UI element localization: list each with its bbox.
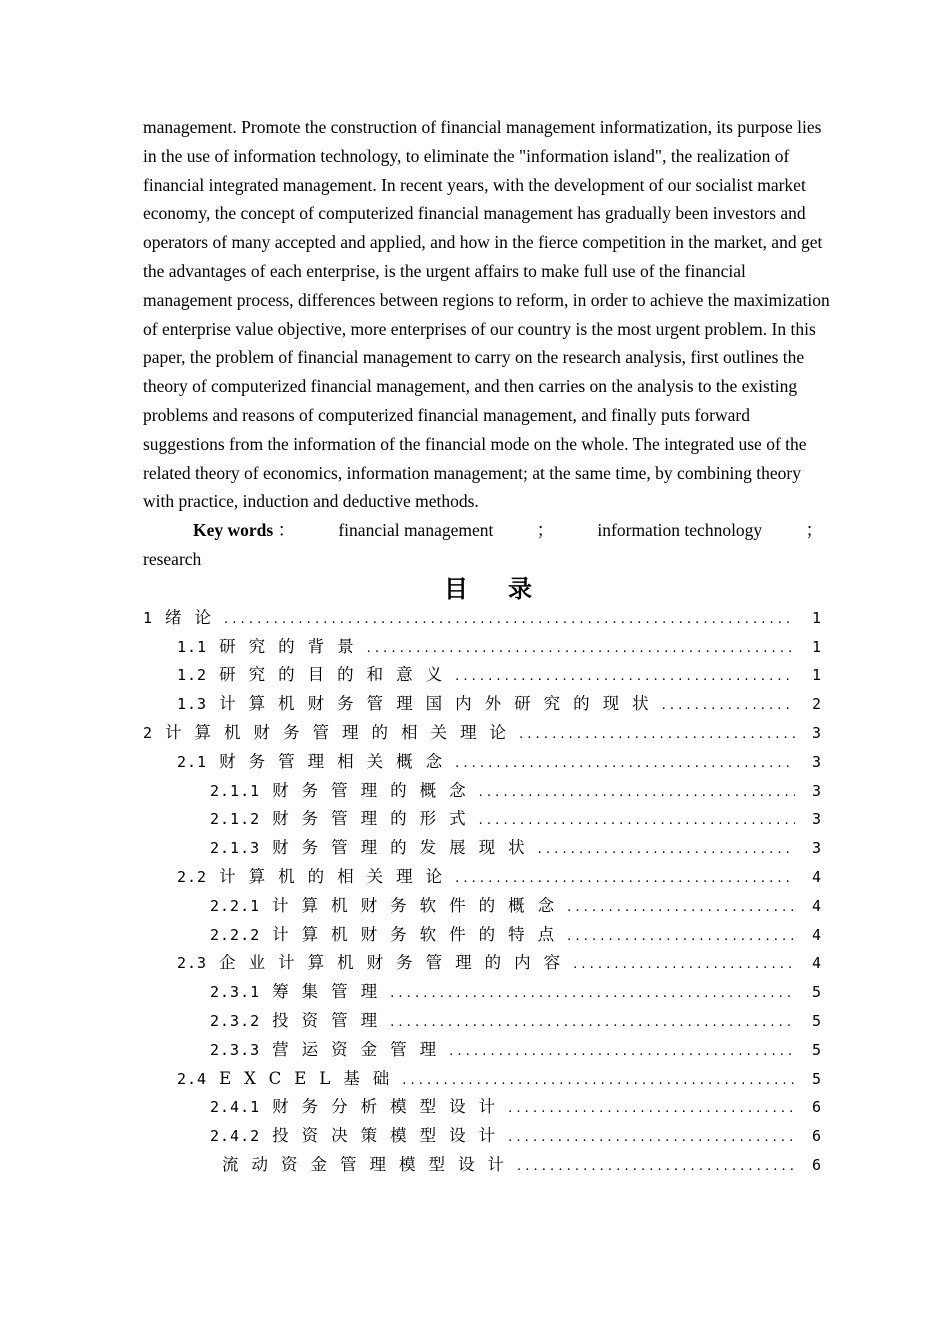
toc-entry-title: 财务管理的发展现状 xyxy=(272,838,538,858)
toc-entry-page: 4 xyxy=(811,925,821,944)
toc-leader-dots xyxy=(402,1067,795,1096)
toc-entry-number: 2.2.1 xyxy=(210,896,261,915)
toc-entry-page: 4 xyxy=(811,867,821,886)
toc-entry-page: 6 xyxy=(811,1098,821,1117)
toc-entry-number: 2.1.1 xyxy=(210,781,261,800)
keyword-2: information technology xyxy=(597,520,763,541)
toc-entry-number: 1.2 xyxy=(177,666,208,685)
toc-entry-number: 2.2.2 xyxy=(210,925,261,944)
toc-leader-dots xyxy=(567,894,795,923)
keywords-block xyxy=(143,516,833,574)
toc-leader-dots xyxy=(479,807,795,836)
toc-entry-title: 投资管理 xyxy=(272,1010,391,1030)
toc-entry-number: 2.1.3 xyxy=(210,839,261,858)
keyword-3: research xyxy=(143,548,202,569)
toc-entry[interactable] xyxy=(143,949,823,978)
toc-entry[interactable] xyxy=(143,690,823,719)
toc-entry-page: 4 xyxy=(811,896,821,915)
toc-entry-title: 计算机财务管理国内外研究的现状 xyxy=(219,694,662,714)
table-of-contents xyxy=(143,604,823,1180)
toc-entry-number: 2.3.3 xyxy=(210,1040,261,1059)
toc-entry[interactable] xyxy=(143,863,823,892)
toc-leader-dots xyxy=(519,721,795,750)
toc-entry-title: EXCEL基础 xyxy=(219,1068,403,1088)
toc-leader-dots xyxy=(449,1038,795,1067)
toc-leader-dots xyxy=(538,836,795,865)
toc-entry[interactable] xyxy=(143,661,823,690)
toc-entry[interactable] xyxy=(143,1007,823,1036)
toc-entry-title: 财务管理的形式 xyxy=(272,809,479,829)
toc-entry-number: 2.1.2 xyxy=(210,810,261,829)
toc-entry-title: 流动资金管理模型设计 xyxy=(222,1154,517,1174)
toc-entry-page: 1 xyxy=(811,637,821,656)
toc-entry[interactable] xyxy=(143,1093,823,1122)
toc-entry-page: 1 xyxy=(811,608,821,627)
toc-entry-page: 5 xyxy=(811,1011,821,1030)
toc-entry-title: 计算机财务管理的相关理论 xyxy=(165,722,520,742)
abstract-paragraph: management. Promote the construction of financial management informatization, its purpose lies in the use of information technology, to eliminate the "information island", the realization of financial integrated management. In recent years, with the development of our socialist market economy, the concept of computerized financial management has gradually been investors and operators of many accepted and applied, and how in the fierce competition in the market, and get the advantages of each enterprise, is the urgent affairs to make full use of the financial management process, differences between regions to reform, in order to achieve the maximization of enterprise value objective, more enterprises of our country is the most urgent problem. In this paper, the problem of financial management to carry on the research analysis, first outlines the theory of computerized financial management, and then carries on the analysis to the existing problems and reasons of computerized financial management, and finally puts forward suggestions from the information of the financial mode on the whole. The integrated use of the related theory of economics, information management; at the same time, by combining theory with practice, induction and deductive methods. xyxy=(143,117,830,512)
toc-leader-dots xyxy=(455,865,795,894)
toc-entry-title: 财务管理的概念 xyxy=(272,780,479,800)
toc-entry[interactable] xyxy=(143,777,823,806)
keywords-colon: ： xyxy=(277,520,296,541)
toc-leader-dots xyxy=(455,750,795,779)
toc-entry-title: 研究的目的和意义 xyxy=(219,665,456,685)
toc-entry[interactable] xyxy=(143,892,823,921)
toc-title: 目录 xyxy=(444,573,572,603)
toc-entry-number: 2.2 xyxy=(177,867,208,886)
toc-entry-title: 计算机财务软件的特点 xyxy=(272,924,568,944)
toc-entry[interactable] xyxy=(143,978,823,1007)
toc-entry-title: 投资决策模型设计 xyxy=(272,1126,509,1146)
toc-entry-title: 财务管理相关概念 xyxy=(219,751,456,771)
toc-entry-title: 财务分析模型设计 xyxy=(272,1097,509,1117)
toc-leader-dots xyxy=(455,663,795,692)
toc-entry-number: 2.4 xyxy=(177,1069,208,1088)
toc-entry-page: 2 xyxy=(811,695,821,714)
toc-entry[interactable] xyxy=(143,1151,823,1180)
toc-leader-dots xyxy=(479,779,795,808)
toc-leader-dots xyxy=(662,692,795,721)
toc-entry-number: 2.3 xyxy=(177,954,208,973)
toc-entry-page: 3 xyxy=(811,781,821,800)
toc-entry-number: 2 xyxy=(143,723,154,742)
toc-entry-title: 研究的背景 xyxy=(219,636,367,656)
toc-entry[interactable] xyxy=(143,921,823,950)
keyword-separator: ； xyxy=(805,520,823,541)
toc-entry-title: 计算机财务软件的概念 xyxy=(272,895,568,915)
toc-entry-page: 3 xyxy=(811,752,821,771)
toc-entry-page: 6 xyxy=(811,1127,821,1146)
toc-entry-number: 2.4.1 xyxy=(210,1098,261,1117)
toc-entry-title: 营运资金管理 xyxy=(272,1039,450,1059)
toc-entry-page: 3 xyxy=(811,810,821,829)
toc-entry-number: 1 xyxy=(143,608,154,627)
toc-entry[interactable] xyxy=(143,719,823,748)
toc-entry[interactable] xyxy=(143,633,823,662)
toc-entry-title: 筹集管理 xyxy=(272,982,391,1002)
keyword-separator: ； xyxy=(536,520,555,541)
toc-leader-dots xyxy=(508,1095,795,1124)
toc-entry-page: 4 xyxy=(811,954,821,973)
keywords-label: Key words xyxy=(193,520,274,541)
toc-entry[interactable] xyxy=(143,805,823,834)
toc-entry-number: 2.1 xyxy=(177,752,208,771)
toc-entry-title: 计算机的相关理论 xyxy=(219,866,456,886)
toc-leader-dots xyxy=(517,1153,795,1182)
toc-entry-number: 2.3.1 xyxy=(210,983,261,1002)
toc-entry[interactable] xyxy=(143,1036,823,1065)
toc-entry-page: 5 xyxy=(811,1069,821,1088)
toc-entry-title: 绪论 xyxy=(165,607,225,627)
toc-entry[interactable] xyxy=(143,1122,823,1151)
document-page xyxy=(143,113,833,1180)
toc-entry[interactable] xyxy=(143,748,823,777)
toc-entry-page: 5 xyxy=(811,983,821,1002)
toc-entry-number: 2.3.2 xyxy=(210,1011,261,1030)
toc-leader-dots xyxy=(567,923,795,952)
toc-leader-dots xyxy=(390,980,795,1009)
toc-entry-number: 1.3 xyxy=(177,695,208,714)
toc-entry-page: 5 xyxy=(811,1040,821,1059)
toc-entry-page: 3 xyxy=(811,723,821,742)
toc-entry[interactable] xyxy=(143,834,823,863)
toc-leader-dots xyxy=(573,951,795,980)
keywords-line xyxy=(143,516,823,545)
toc-entry-number: 2.4.2 xyxy=(210,1127,261,1146)
toc-entry-page: 3 xyxy=(811,839,821,858)
toc-leader-dots xyxy=(508,1124,795,1153)
toc-entry-title: 企业计算机财务管理的内容 xyxy=(219,953,574,973)
toc-leader-dots xyxy=(390,1009,795,1038)
toc-entry-page: 6 xyxy=(811,1155,821,1174)
toc-leader-dots xyxy=(224,606,795,635)
toc-leader-dots xyxy=(367,635,795,664)
toc-entry-page: 1 xyxy=(811,666,821,685)
toc-entry-number: 1.1 xyxy=(177,637,208,656)
toc-entry[interactable] xyxy=(143,1065,823,1094)
keyword-1: financial management xyxy=(338,520,494,541)
toc-entry[interactable] xyxy=(143,604,823,633)
